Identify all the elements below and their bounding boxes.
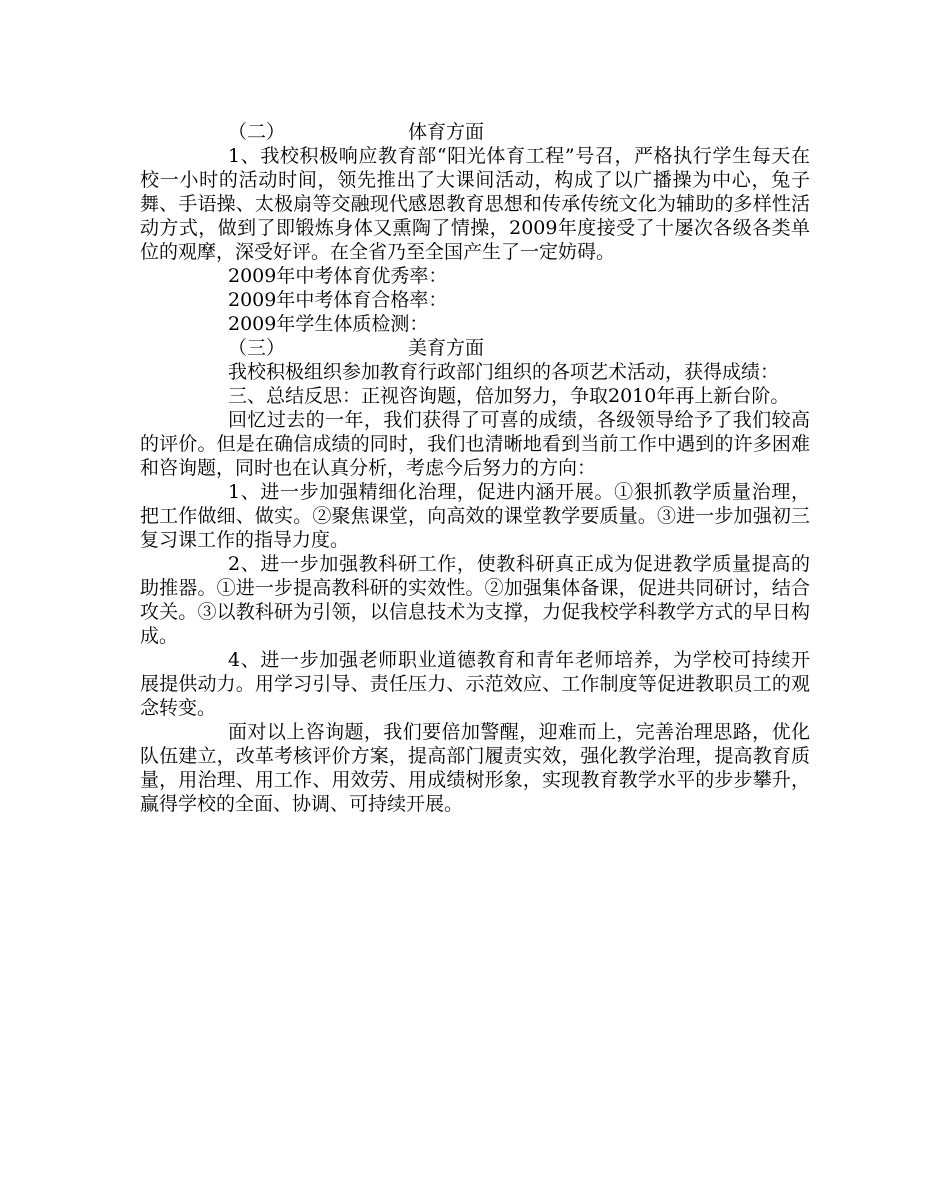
list-item-research: 2、进一步加强教科研工作，使教科研真正成为促进教学质量提高的助推器。①进一步提高教科研的实效性。②加强集体备课，促进共同研讨，结合攻关。③以教科研为引领，以信息技术为支撑，力促我校学科教学方式的早日构成。 <box>140 553 810 647</box>
list-item-management: 1、进一步加强精细化治理，促进内涵开展。①狠抓教学质量治理，把工作做细、做实。②聚焦课堂，向高效的课堂教学要质量。③进一步加强初三复习课工作的指导力度。 <box>140 481 810 551</box>
stat-excellent-rate: 2009年中考体育优秀率： <box>228 265 448 287</box>
paragraph-review-intro: 回忆过去的一年，我们获得了可喜的成绩，各级领导给予了我们较高的评价。但是在确信成绩的同时，我们也清晰地看到当前工作中遇到的许多困难和咨询题，同时也在认真分析，考虑今后努力的方向： <box>140 409 810 479</box>
section-heading-arts <box>140 336 810 360</box>
paragraph-sports-program: 1、我校积极响应教育部“阳光体育工程”号召，严格执行学生每天在校一小时的活动时间，领先推出了大课间活动，构成了以广播操为中心，兔子舞、手语操、太极扇等交融现代感恩教育思想和传承传统文化为辅助的多样性活动方式，做到了即锻炼身体又熏陶了情操，2009年度接受了十屡次各级各类单位的观摩，深受好评。在全省乃至全国产生了一定妨碍。 <box>140 145 810 263</box>
section-heading-sports <box>140 120 810 144</box>
paragraph-arts-activities: 我校积极组织参加教育行政部门组织的各项艺术活动，获得成绩： <box>228 361 780 383</box>
summary-heading: 三、总结反思：正视咨询题，倍加努力，争取2010年再上新台阶。 <box>228 385 790 407</box>
section-title: 体育方面 <box>408 121 485 143</box>
paragraph-closing: 面对以上咨询题，我们要倍加警醒，迎难而上，完善治理思路，优化队伍建立，改革考核评价方案，提高部门履责实效，强化教学治理，提高教育质量，用治理、用工作、用效劳、用成绩树形象，实现教育教学水平的步步攀升，赢得学校的全面、协调、可持续开展。 <box>140 721 810 815</box>
stat-pass-rate: 2009年中考体育合格率： <box>228 289 448 311</box>
stat-fitness-test: 2009年学生体质检测： <box>228 313 429 335</box>
section-number: （二） <box>228 121 286 143</box>
document-page <box>140 120 810 816</box>
list-item-teacher-development: 4、进一步加强老师职业道德教育和青年老师培养，为学校可持续开展提供动力。用学习引导、责任压力、示范效应、工作制度等促进教职员工的观念转变。 <box>140 649 810 719</box>
section-title: 美育方面 <box>408 337 485 359</box>
section-number: （三） <box>228 337 286 359</box>
